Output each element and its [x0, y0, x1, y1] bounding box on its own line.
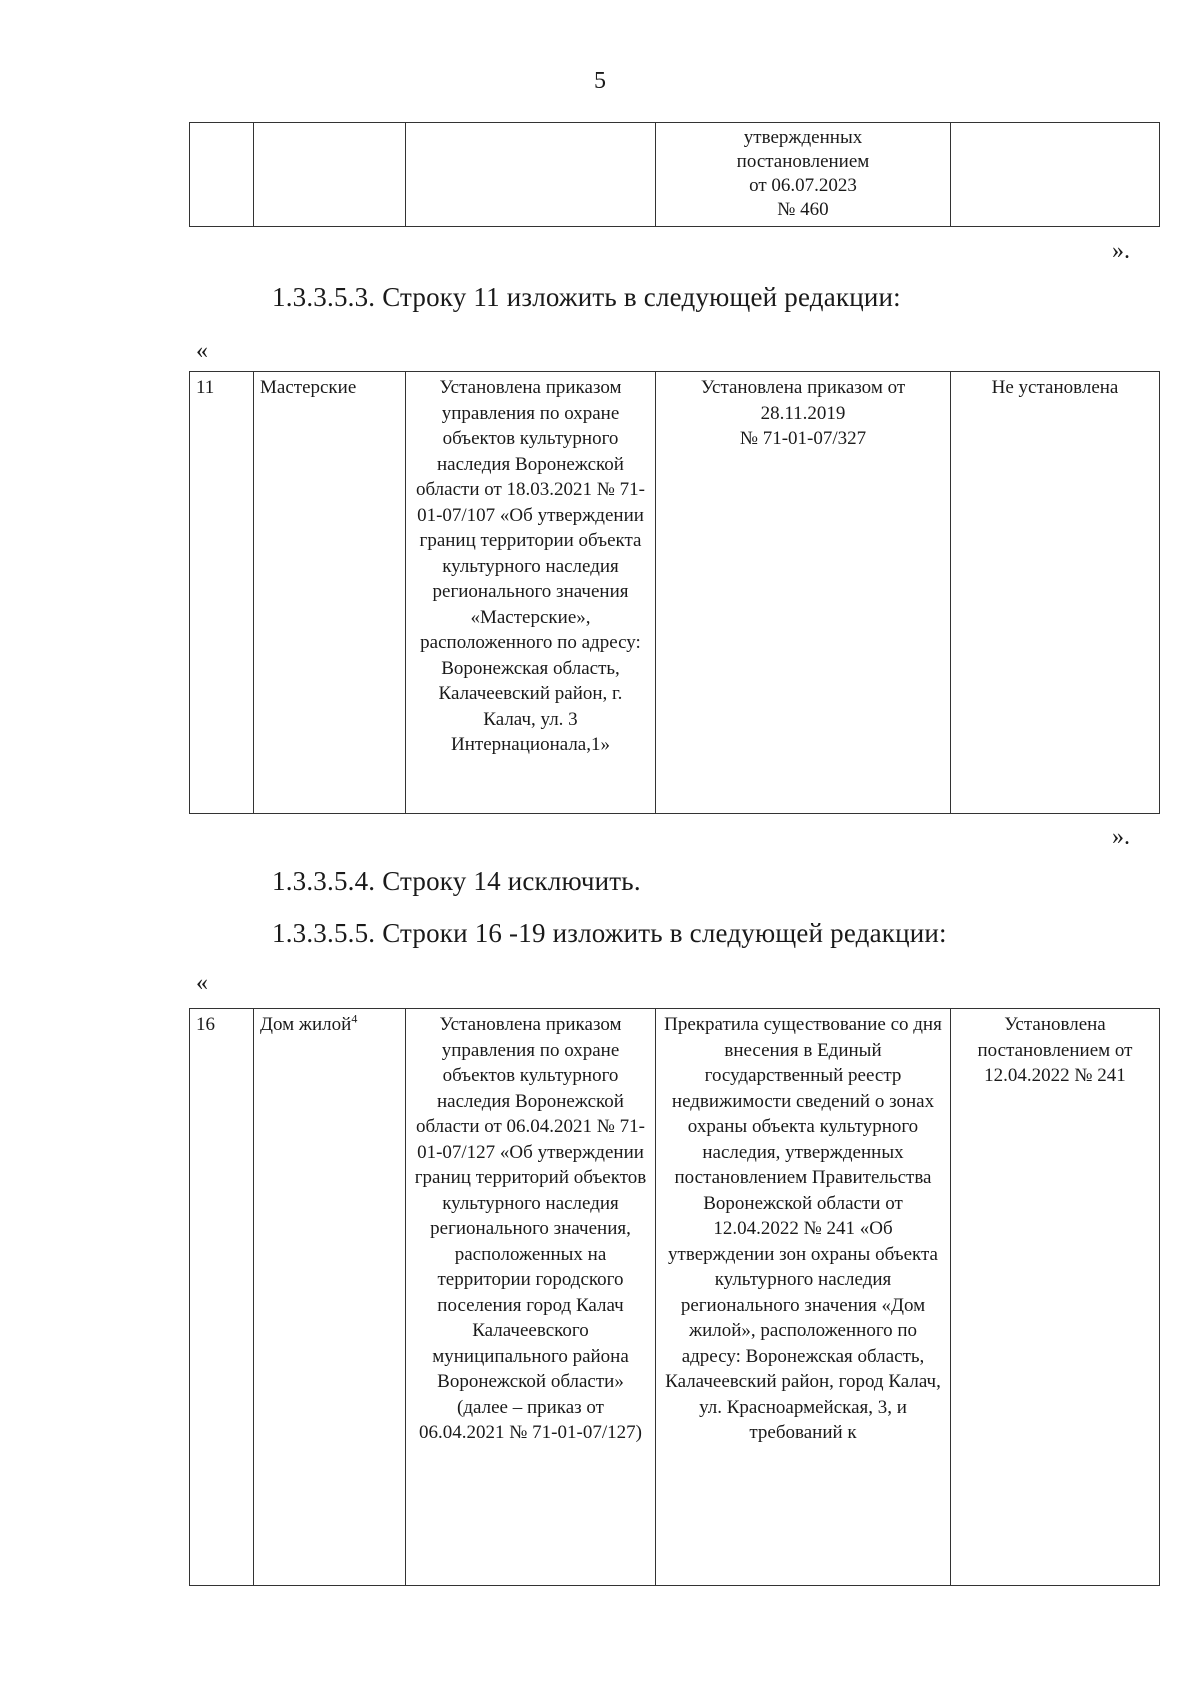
- paragraph-rows-16-19: 1.3.3.5.5. Строки 16 -19 изложить в следующей редакции:: [272, 918, 947, 948]
- cell-zones: [951, 123, 1160, 227]
- cell-zones: Установлена постановлением от 12.04.2022 № 241: [951, 1009, 1160, 1586]
- table-row: [190, 1009, 1160, 1586]
- cell-protection: Установлена приказом от 28.11.2019 № 71-01-07/327: [656, 372, 951, 814]
- cell-num: [190, 123, 254, 227]
- cell-protection: утвержденных постановлением от 06.07.2023 № 460: [656, 123, 951, 227]
- cell-zones: Не установлена: [951, 372, 1160, 814]
- opening-quote: «: [196, 338, 208, 364]
- cell-protection: Прекратила существование со дня внесения в Единый государственный реестр недвижимости сведений о зонах охраны объекта культурного наследия, утвержденных постановлением Правительства Воронежской области от 12.04.2022 № 241 «Об утверждении зон охраны объекта культурного наследия регионального значения «Дом жилой», расположенного по адресу: Воронежская область, Калачеевский район, город Калач, ул. Красноармейская, 3, и требований к: [656, 1009, 951, 1586]
- table-row-11: [189, 371, 1160, 814]
- paragraph-row-11: 1.3.3.5.3. Строку 11 изложить в следующей редакции:: [272, 282, 901, 312]
- closing-quote: ».: [1112, 824, 1130, 850]
- table-row: [190, 372, 1160, 814]
- cell-territory: Установлена приказом управления по охране объектов культурного наследия Воронежской области от 18.03.2021 № 71-01-07/107 «Об утверждении границ территории объекта культурного наследия регионального значения «Мастерские», расположенного по адресу: Воронежская область, Калачеевский район, г. Калач, ул. 3 Интернационала,1»: [406, 372, 656, 814]
- paragraph-row-14: 1.3.3.5.4. Строку 14 исключить.: [272, 866, 641, 896]
- closing-quote: ».: [1112, 238, 1130, 264]
- page-number: 5: [594, 68, 606, 94]
- cell-num: 11: [190, 372, 254, 814]
- cell-name: [254, 123, 406, 227]
- footnote-mark: 4: [351, 1011, 358, 1026]
- cell-num: 16: [190, 1009, 254, 1586]
- cell-territory: Установлена приказом управления по охране объектов культурного наследия Воронежской области от 06.04.2021 № 71-01-07/127 «Об утверждении границ территорий объектов культурного наследия регионального значения, расположенных на территории городского поселения город Калач Калачеевского муниципального района Воронежской области» (далее – приказ от 06.04.2021 № 71-01-07/127): [406, 1009, 656, 1586]
- object-name: Дом жилой: [260, 1014, 352, 1035]
- cell-territory: [406, 123, 656, 227]
- cell-name: Мастерские: [254, 372, 406, 814]
- cell-name: [254, 1009, 406, 1586]
- table-continuation: [189, 122, 1160, 227]
- table-row: [190, 123, 1160, 227]
- opening-quote: «: [196, 970, 208, 996]
- table-row-16: [189, 1008, 1160, 1586]
